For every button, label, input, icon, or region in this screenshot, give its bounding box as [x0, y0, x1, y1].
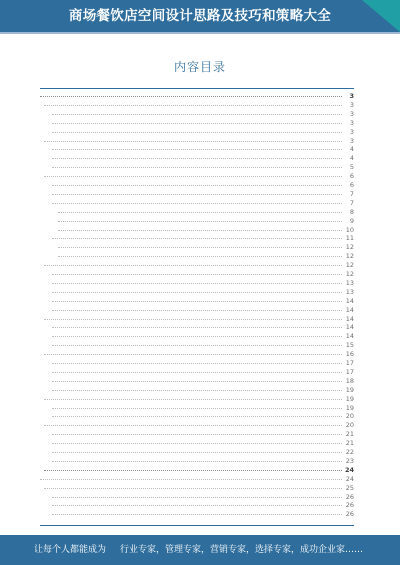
- toc-entry[interactable]: [44, 484, 354, 493]
- toc-bottom-rule: [40, 525, 354, 526]
- toc-entry-leader: [52, 345, 342, 346]
- toc-entry-page: 16: [345, 350, 354, 359]
- toc-entry[interactable]: [52, 306, 354, 315]
- toc-entry-leader: [52, 452, 342, 453]
- toc-entry[interactable]: [52, 501, 354, 510]
- toc-entry[interactable]: [52, 368, 354, 377]
- page-header: [0, 0, 400, 38]
- toc-entry-leader: [52, 167, 342, 168]
- toc-entry-page: 23: [345, 456, 354, 465]
- toc-entry[interactable]: [52, 439, 354, 448]
- toc-entry-leader: [52, 390, 342, 391]
- toc-entry-leader: [52, 327, 342, 328]
- toc-entry-leader: [52, 505, 342, 506]
- toc-entry-page: 3: [349, 92, 354, 100]
- toc-entry-leader: [40, 96, 342, 97]
- toc-entry[interactable]: [44, 466, 354, 475]
- toc-entry[interactable]: [52, 493, 354, 502]
- toc-entry-leader: [52, 238, 342, 239]
- toc-entry-leader: [52, 310, 342, 311]
- toc-entry[interactable]: [58, 252, 354, 261]
- toc-title: 内容目录: [173, 60, 226, 74]
- toc-entry-leader: [58, 247, 342, 248]
- toc-entry-page: 14: [345, 323, 354, 332]
- toc-entry[interactable]: [52, 332, 354, 341]
- toc-entry[interactable]: [44, 421, 354, 430]
- toc-entry-leader: [52, 381, 342, 382]
- toc-entry-leader: [44, 399, 342, 400]
- toc-entry[interactable]: [52, 199, 354, 208]
- toc-entry[interactable]: [52, 181, 354, 190]
- toc-entry-leader: [52, 283, 342, 284]
- toc-entry-page: 3: [349, 109, 354, 118]
- toc-entry-page: 25: [345, 483, 354, 492]
- toc-entry-leader: [58, 230, 342, 231]
- toc-entry-page: 19: [345, 403, 354, 412]
- toc-entry[interactable]: [58, 217, 354, 226]
- toc-entry-leader: [52, 185, 342, 186]
- toc-entry-page: 3: [349, 136, 354, 145]
- toc-entry-leader: [44, 176, 342, 177]
- toc-entry[interactable]: [52, 288, 354, 297]
- toc-entry-leader: [44, 488, 342, 489]
- toc-entry-leader: [52, 514, 342, 515]
- toc-entry[interactable]: [52, 163, 354, 172]
- toc-entry-leader: [44, 141, 342, 142]
- toc-entry-page: 20: [345, 421, 354, 430]
- toc-entry[interactable]: [52, 457, 354, 466]
- toc-entry-leader: [52, 114, 342, 115]
- toc-entry[interactable]: [44, 315, 354, 324]
- toc-entry-page: 11: [345, 234, 354, 243]
- toc-entry-page: 14: [345, 314, 354, 323]
- toc-entry-leader: [44, 265, 342, 266]
- toc-entry-page: 21: [345, 430, 354, 439]
- toc-entry-leader: [52, 408, 342, 409]
- toc-entry-leader: [44, 319, 342, 320]
- toc-entry-page: 21: [345, 439, 354, 448]
- toc-entry-leader: [52, 443, 342, 444]
- toc-entry-leader: [52, 372, 342, 373]
- toc-entry[interactable]: [52, 341, 354, 350]
- toc-entry[interactable]: [52, 404, 354, 413]
- toc-entry-page: 12: [345, 270, 354, 278]
- toc-entry-page: 17: [345, 367, 354, 376]
- toc-top-rule: [40, 88, 354, 89]
- toc-entry[interactable]: [52, 119, 354, 128]
- toc-entry-leader: [52, 461, 342, 462]
- toc-entry[interactable]: [44, 172, 354, 181]
- toc-entry[interactable]: [40, 92, 354, 101]
- toc-entry-page: 12: [345, 243, 354, 252]
- toc-entry-leader: [52, 123, 342, 124]
- toc-entry-leader: [52, 301, 342, 302]
- toc-entry-page: 3: [349, 127, 354, 136]
- toc-entry[interactable]: [52, 145, 354, 154]
- toc-entry-leader: [52, 149, 342, 150]
- toc-entry-page: 15: [345, 341, 354, 350]
- toc-entry-page: 12: [345, 261, 354, 270]
- toc-entry-leader: [40, 479, 342, 480]
- toc-entry-leader: [44, 105, 342, 106]
- toc-entry-leader: [52, 158, 342, 159]
- toc-entry[interactable]: [44, 395, 354, 404]
- toc-entry[interactable]: [58, 243, 354, 252]
- toc-entry[interactable]: [52, 386, 354, 395]
- toc-entry-page: 6: [349, 172, 354, 181]
- toc-entry[interactable]: [52, 297, 354, 306]
- toc-entry-leader: [44, 425, 342, 426]
- toc-entry[interactable]: [52, 323, 354, 332]
- toc-entry[interactable]: [52, 154, 354, 163]
- page-footer: [0, 535, 400, 565]
- toc-entry-page: 7: [349, 189, 354, 198]
- toc-entry[interactable]: [44, 350, 354, 359]
- toc-entry-leader: [44, 470, 342, 471]
- toc-entry[interactable]: [44, 261, 354, 270]
- footer-slogan: [34, 535, 370, 565]
- toc-entry-page: 19: [345, 394, 354, 403]
- toc-entry-page: 17: [345, 359, 354, 367]
- toc-entry-leader: [52, 274, 342, 275]
- toc-entry[interactable]: [52, 359, 354, 368]
- toc-entry-leader: [52, 292, 342, 293]
- toc-entry-leader: [52, 132, 342, 133]
- toc-entry-page: 7: [349, 198, 354, 207]
- toc-entry-page: 8: [349, 207, 354, 216]
- toc-entry-leader: [52, 434, 342, 435]
- toc-entry-page: 13: [345, 278, 354, 287]
- toc-entry[interactable]: [52, 234, 354, 243]
- toc-entry-page: 9: [349, 216, 354, 225]
- toc-entry-leader: [52, 363, 342, 364]
- toc-entry[interactable]: [40, 475, 354, 484]
- toc-entry[interactable]: [44, 101, 354, 110]
- toc-entry[interactable]: [52, 377, 354, 386]
- table-of-contents: [40, 85, 354, 525]
- toc-entry[interactable]: [52, 430, 354, 439]
- header-stripe: [0, 32, 400, 34]
- footer-slogan-lead: 让每个人都能成为: [34, 545, 107, 555]
- toc-entry-leader: [58, 212, 342, 213]
- toc-entry-leader: [58, 221, 342, 222]
- toc-entry-page: 26: [345, 501, 354, 510]
- toc-entry-page: 26: [345, 492, 354, 501]
- toc-entry-page: 6: [349, 181, 354, 189]
- toc-entry-page: 14: [345, 332, 354, 341]
- toc-entry-page: 12: [345, 252, 354, 261]
- toc-entry-page: 5: [349, 163, 354, 172]
- toc-entry-page: 18: [345, 376, 354, 385]
- toc-entry[interactable]: [52, 279, 354, 288]
- toc-entry-page: 19: [345, 385, 354, 394]
- toc-entry[interactable]: [58, 226, 354, 235]
- toc-entry-leader: [52, 416, 342, 417]
- toc-entry-page: 24: [344, 465, 354, 474]
- toc-entry-page: 4: [349, 145, 354, 154]
- toc-entry-page: 3: [349, 100, 354, 109]
- toc-entry[interactable]: [52, 190, 354, 199]
- toc-entry-leader: [52, 497, 342, 498]
- toc-entry-page: 14: [345, 296, 354, 305]
- toc-entry[interactable]: [52, 412, 354, 421]
- toc-entry-page: 20: [345, 412, 354, 421]
- toc-entry[interactable]: [44, 137, 354, 146]
- toc-entry-leader: [52, 336, 342, 337]
- toc-entry-leader: [52, 194, 342, 195]
- toc-entry-page: 24: [345, 474, 354, 483]
- toc-entry[interactable]: [52, 510, 354, 519]
- document-title: 商场餐饮店空间设计思路及技巧和策略大全: [68, 8, 332, 24]
- toc-entry-page: 4: [349, 154, 354, 163]
- toc-entry[interactable]: [52, 270, 354, 279]
- toc-entry[interactable]: [52, 448, 354, 457]
- toc-entry-page: 14: [345, 305, 354, 314]
- toc-entry-page: 26: [345, 510, 354, 519]
- toc-entry[interactable]: [58, 208, 354, 217]
- toc-entry-page: 10: [345, 225, 354, 234]
- toc-entry-page: 13: [345, 287, 354, 296]
- toc-entry-leader: [44, 354, 342, 355]
- toc-entry-leader: [58, 256, 342, 257]
- footer-slogan-rest: 行业专家，管理专家，营销专家，选择专家，成功企业家……: [120, 545, 364, 555]
- toc-entry-page: 3: [349, 118, 354, 127]
- toc-entry[interactable]: [52, 128, 354, 137]
- toc-entry-page: 22: [345, 448, 354, 456]
- toc-entry-leader: [52, 203, 342, 204]
- toc-entry[interactable]: [52, 110, 354, 119]
